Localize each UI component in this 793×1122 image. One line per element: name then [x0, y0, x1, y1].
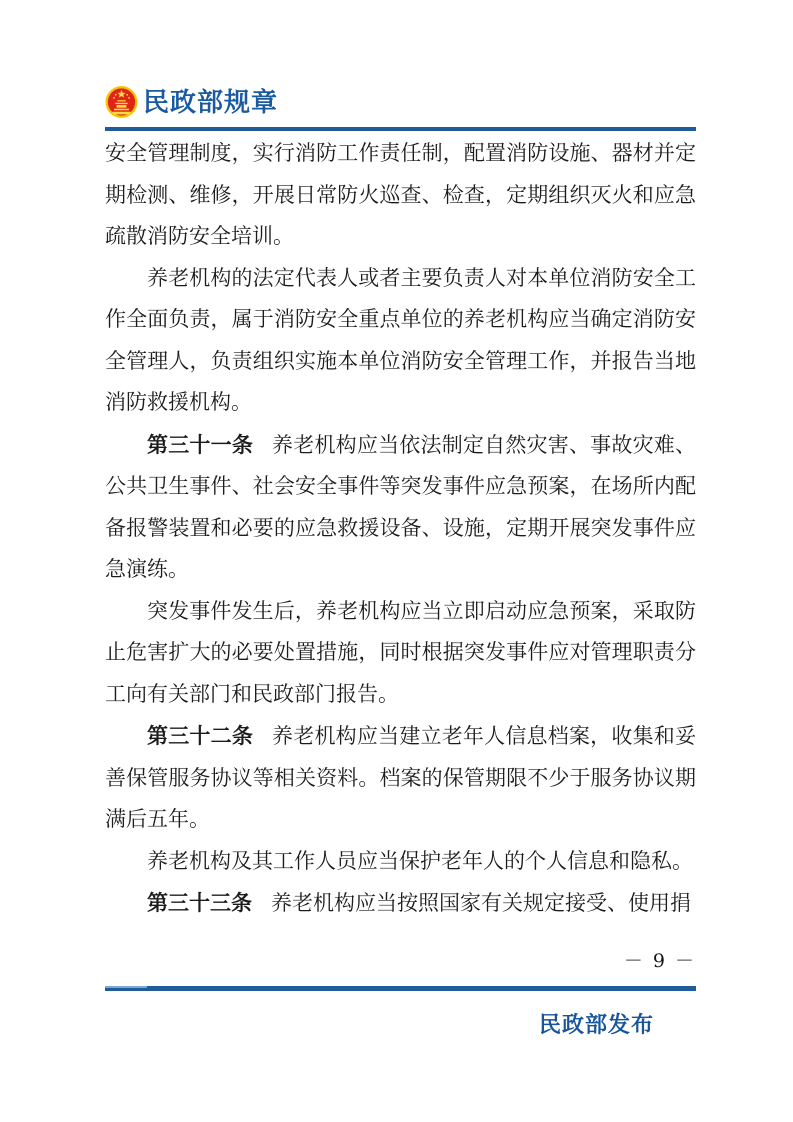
page-header	[105, 85, 278, 119]
document-body	[105, 133, 696, 925]
header-divider	[105, 127, 696, 131]
publisher-label: 民政部发布	[538, 1012, 654, 1037]
paragraph: 第三十三条 养老机构应当按照国家有关规定接受、使用捐	[147, 890, 691, 915]
article-number: 第三十一条	[147, 431, 254, 457]
page-title: 民政部规章	[143, 87, 279, 117]
article-number: 第三十二条	[147, 723, 254, 748]
footer-divider	[105, 986, 696, 991]
paragraph: 第三十二条 养老机构应当建立老年人信息档案，收集和妥善保管服务协议等相关资料。档案的保管期限不少于服务协议期满后五年。	[105, 723, 697, 831]
paragraph: 养老机构的法定代表人或者主要负责人对本单位消防安全工作全面负责，属于消防安全重点单位的养老机构应当确定消防安全管理人，负责组织实施本单位消防安全管理工作，并报告当地消防救援机构。	[105, 265, 696, 414]
paragraph: 安全管理制度，实行消防工作责任制，配置消防设施、器材并定期检测、维修，开展日常防火巡查、检查，定期组织灭火和应急疏散消防安全培训。	[105, 141, 696, 248]
paragraph: 突发事件发生后，养老机构应当立即启动应急预案，采取防止危害扩大的必要处置措施，同时根据突发事件应对管理职责分工向有关部门和民政部门报告。	[105, 598, 696, 706]
china-national-emblem-icon	[105, 85, 138, 119]
footer-divider-accent	[105, 986, 147, 988]
page-number: － 9 －	[623, 950, 696, 972]
article-number: 第三十三条	[147, 890, 252, 915]
paragraph: 养老机构及其工作人员应当保护老年人的个人信息和隐私。	[147, 848, 693, 873]
paragraph: 第三十一条 养老机构应当依法制定自然灾害、事故灾难、公共卫生事件、社会安全事件等突发事件应急预案，在场所内配备报警装置和必要的应急救援设备、设施，定期开展突发事件应急演练。	[105, 431, 697, 581]
